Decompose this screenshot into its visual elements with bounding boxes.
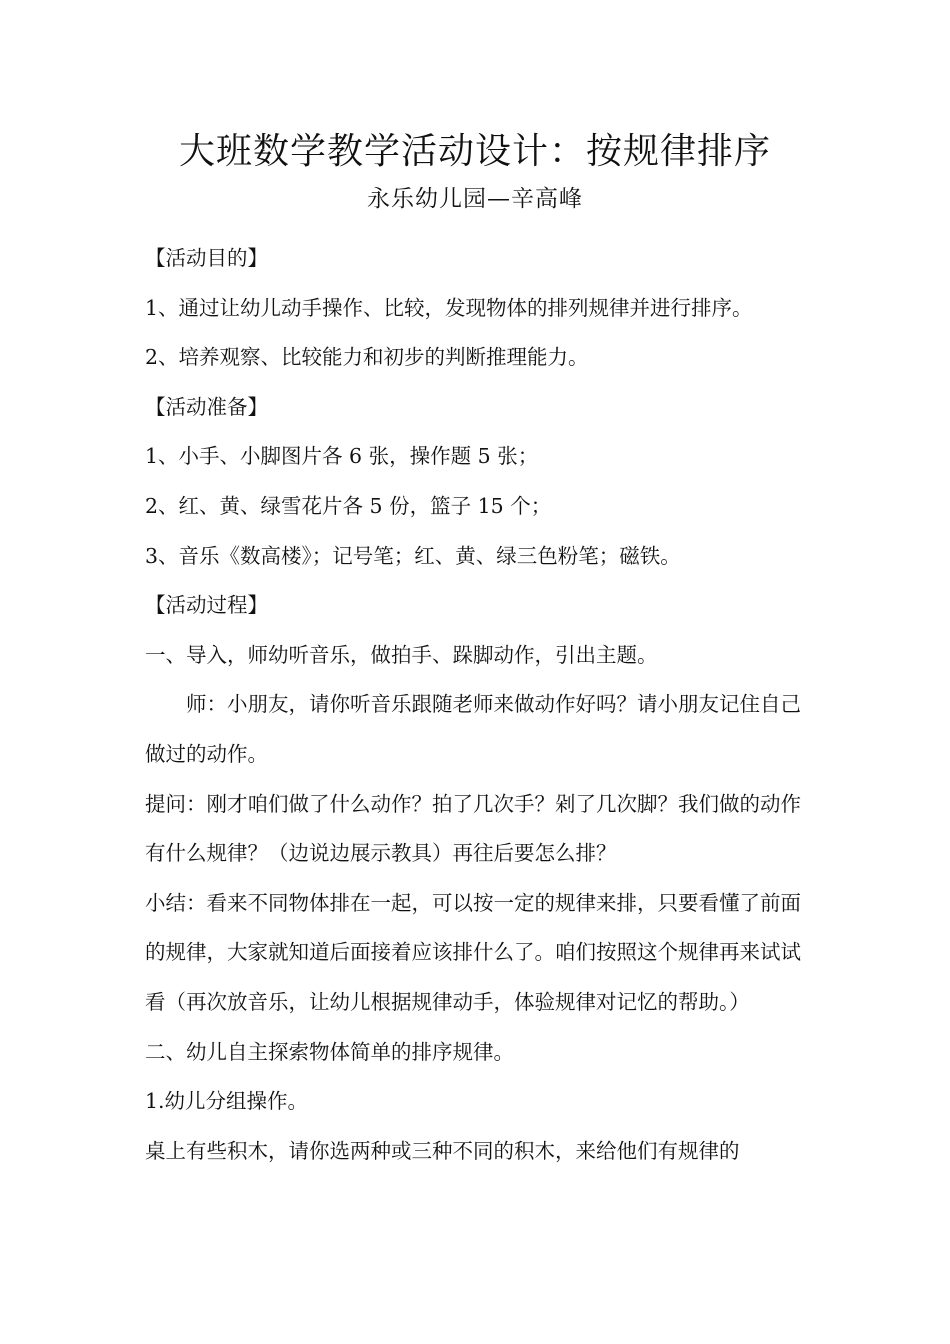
teacher-dialogue: 师：小朋友，请你听音乐跟随老师来做动作好吗？请小朋友记住自己做过的动作。 bbox=[145, 692, 801, 766]
document-title: 大班数学教学活动设计：按规律排序 bbox=[178, 131, 771, 172]
process-step-2: 二、幼儿自主探索物体简单的排序规律。 bbox=[145, 1039, 514, 1064]
preparation-item-2: 2、红、黄、绿雪花片各 5 份，篮子 15 个； bbox=[145, 493, 552, 518]
document-body bbox=[145, 234, 810, 1176]
section-heading-objectives: 【活动目的】 bbox=[145, 246, 268, 270]
objective-item-2: 2、培养观察、比较能力和初步的判断推理能力。 bbox=[145, 345, 589, 370]
sub-step-heading: 1.幼儿分组操作。 bbox=[145, 1089, 309, 1114]
summary-paragraph: 小结：看来不同物体排在一起，可以按一定的规律来排，只要看懂了前面的规律，大家就知道后面接着应该排什么了。咱们按照这个规律再来试试看（再次放音乐，让幼儿根据规律动手，体验规律对记忆的帮助。） bbox=[145, 890, 801, 1014]
process-step-1: 一、导入，师幼听音乐，做拍手、跺脚动作，引出主题。 bbox=[145, 642, 658, 667]
question-paragraph: 提问：刚才咱们做了什么动作？拍了几次手？剁了几次脚？我们做的动作有什么规律？（边说边展示教具）再往后要怎么排？ bbox=[145, 791, 801, 866]
section-heading-preparation: 【活动准备】 bbox=[145, 394, 268, 419]
preparation-item-3: 3、音乐《数高楼》；记号笔；红、黄、绿三色粉笔；磁铁。 bbox=[145, 543, 681, 568]
preparation-item-1: 1、小手、小脚图片各 6 张，操作题 5 张； bbox=[145, 444, 539, 469]
document-author: 永乐幼儿园—辛高峰 bbox=[367, 186, 583, 212]
section-heading-process: 【活动过程】 bbox=[145, 593, 268, 618]
objective-item-1: 1、通过让幼儿动手操作、比较，发现物体的排列规律并进行排序。 bbox=[145, 295, 753, 320]
activity-instruction: 桌上有些积木，请你选两种或三种不同的积木，来给他们有规律的 bbox=[145, 1138, 740, 1163]
